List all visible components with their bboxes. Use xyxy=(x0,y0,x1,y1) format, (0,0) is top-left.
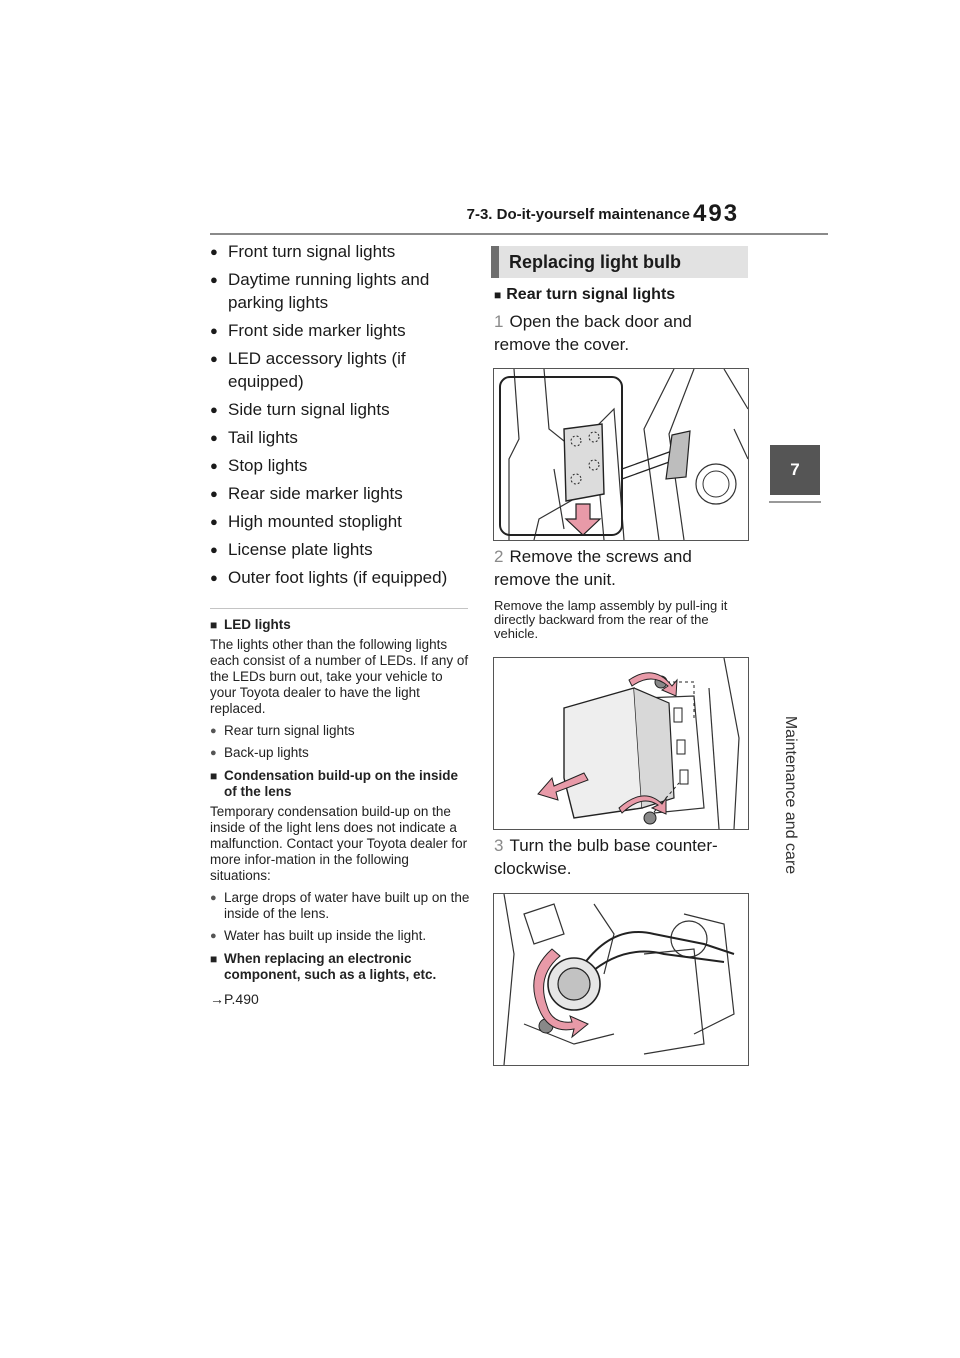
illustration-bulb-base xyxy=(494,894,748,1065)
list-item: ● Rear side marker lights xyxy=(210,482,480,505)
chapter-tab-divider xyxy=(769,501,821,503)
list-item: ● Stop lights xyxy=(210,454,480,477)
figure-turn-bulb xyxy=(493,893,749,1066)
step-1 xyxy=(494,310,749,356)
chapter-number: 7 xyxy=(790,460,800,479)
list-item: ● LED accessory lights (if equipped) xyxy=(210,347,480,393)
page-reference-link[interactable]: →P.490 xyxy=(210,991,259,1007)
square-bullet-icon: ■ xyxy=(494,288,502,302)
list-item: ● Front side marker lights xyxy=(210,319,480,342)
notes-section xyxy=(210,613,470,1007)
note-heading-component: ■ When replacing an electronic component, such as a lights, etc. xyxy=(210,951,470,983)
figure-remove-cover xyxy=(493,368,749,541)
step-text: Open the back door and remove the cover. xyxy=(494,312,692,354)
step-number: 1 xyxy=(494,312,504,331)
sub-heading xyxy=(494,286,675,304)
step-number: 2 xyxy=(494,547,504,566)
list-item: ● Front turn signal lights xyxy=(210,240,480,263)
note-item: ● Large drops of water have built up on the inside of the lens. xyxy=(210,890,470,922)
step-2-note: Remove the lamp assembly by pull-ing it directly backward from the rear of the vehicle. xyxy=(494,598,728,641)
page-number: 493 xyxy=(693,200,740,227)
list-item: ● License plate lights xyxy=(210,538,480,561)
list-item: ● Tail lights xyxy=(210,426,480,449)
illustration-lamp-assembly xyxy=(494,658,748,829)
illustration-back-door-cover xyxy=(494,369,748,540)
note-heading-led: ■ LED lights xyxy=(210,617,470,633)
header-rule xyxy=(210,233,828,235)
list-item: ● Outer foot lights (if equipped) xyxy=(210,566,480,589)
step-text: Turn the bulb base counter-clockwise. xyxy=(494,836,718,878)
note-item: ● Back-up lights xyxy=(210,745,470,761)
section-separator xyxy=(210,608,468,609)
step-number: 3 xyxy=(494,836,504,855)
list-item: ● Side turn signal lights xyxy=(210,398,480,421)
step-2 xyxy=(494,545,749,591)
chapter-title: Maintenance and care xyxy=(782,715,799,875)
note-item: ● Water has built up inside the light. xyxy=(210,928,470,944)
list-item: ● High mounted stoplight xyxy=(210,510,480,533)
figure-remove-screws xyxy=(493,657,749,830)
led-lights-list xyxy=(210,240,480,594)
step-3 xyxy=(494,834,749,880)
note-heading-condensation: ■ Condensation build-up on the inside of the lens xyxy=(210,768,470,800)
list-item: ● Daytime running lights and parking lights xyxy=(210,268,480,314)
chapter-tab xyxy=(770,445,820,495)
note-text-led: The lights other than the following lights each consist of a number of LEDs. If any of the LEDs burn out, take your vehicle to your Toyota dealer to have the light replaced. xyxy=(210,637,469,716)
section-title: 7-3. Do-it-yourself maintenance xyxy=(466,206,690,223)
section-heading: Replacing light bulb xyxy=(491,246,748,278)
sub-heading-text: Rear turn signal lights xyxy=(506,286,676,303)
step-text: Remove the screws and remove the unit. xyxy=(494,547,692,589)
note-item: ● Rear turn signal lights xyxy=(210,723,470,739)
note-text-condensation: Temporary condensation build-up on the inside of the light lens does not indicate a malfunction. Contact your Toyota dealer for more infor-mation in the following situations: xyxy=(210,804,468,883)
